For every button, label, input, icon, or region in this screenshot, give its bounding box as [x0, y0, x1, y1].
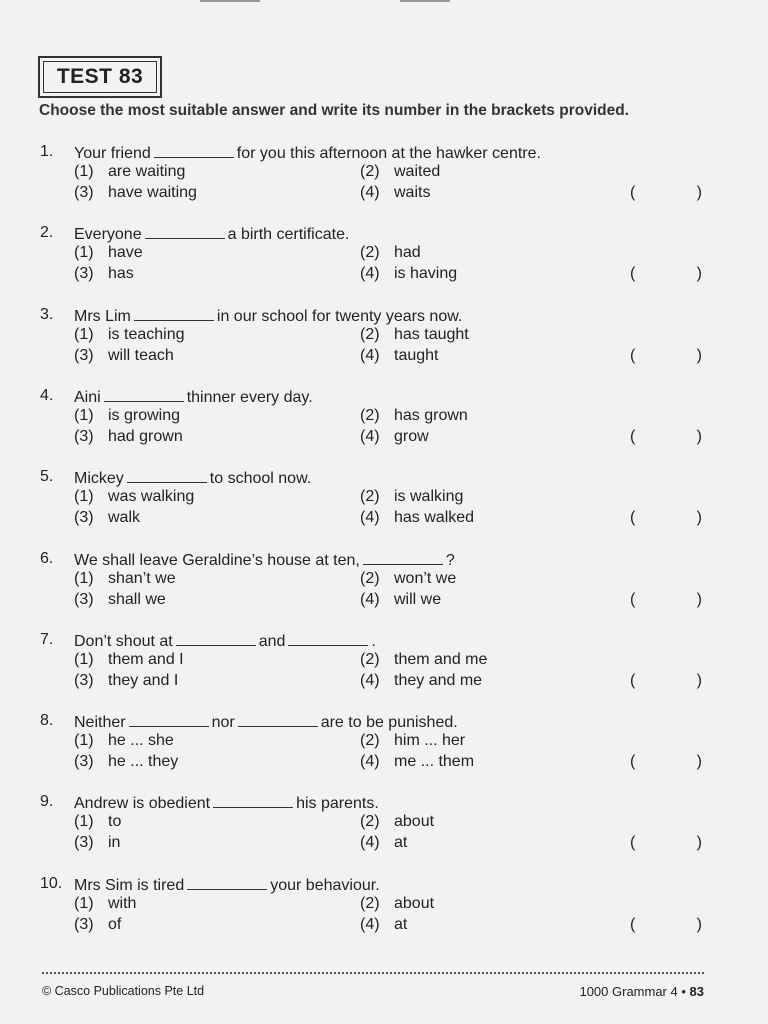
stem-text: Don’t shout at — [74, 633, 173, 650]
option-1 — [74, 895, 136, 913]
question-stem — [74, 875, 380, 895]
question-item — [0, 468, 768, 528]
option-3 — [74, 184, 197, 202]
option-text: of — [108, 916, 122, 933]
option-4 — [360, 916, 407, 934]
option-text: taught — [394, 347, 439, 364]
stem-text: a birth certificate. — [227, 226, 350, 243]
option-number: (2) — [360, 326, 380, 343]
bracket-close: ) — [696, 834, 702, 851]
bracket-close: ) — [696, 672, 702, 689]
bracket-open: ( — [630, 184, 636, 201]
stem-text: thinner every day. — [186, 389, 313, 406]
stem-text: your behaviour. — [270, 877, 380, 894]
option-number: (1) — [74, 163, 94, 180]
option-text: was walking — [108, 488, 195, 505]
stem-text: We shall leave Geraldine’s house at ten, — [74, 552, 360, 569]
option-number: (4) — [360, 347, 380, 364]
option-number: (2) — [360, 163, 380, 180]
option-text: they and me — [394, 672, 483, 689]
option-number: (1) — [74, 407, 94, 424]
option-text: have waiting — [108, 184, 197, 201]
option-text: he ... she — [108, 732, 174, 749]
answer-blank — [145, 224, 225, 239]
scan-edge-mark — [200, 0, 260, 2]
bracket-close: ) — [696, 753, 702, 770]
option-3 — [74, 509, 140, 527]
footer-divider — [42, 972, 704, 974]
stem-text: in our school for twenty years now. — [216, 308, 463, 325]
option-2 — [360, 732, 465, 750]
option-3 — [74, 347, 174, 365]
scan-edge-mark — [400, 0, 450, 2]
copyright-text: © Casco Publications Pte Ltd — [42, 984, 205, 998]
option-text: are waiting — [108, 163, 186, 180]
option-number: (1) — [74, 244, 94, 261]
option-1 — [74, 488, 194, 506]
option-text: is growing — [108, 407, 181, 424]
option-number: (3) — [74, 591, 94, 608]
question-number: 1. — [40, 143, 54, 160]
answer-blank — [187, 875, 267, 890]
option-4 — [360, 834, 407, 852]
question-number: 7. — [40, 631, 54, 648]
bracket-open: ( — [630, 428, 636, 445]
answer-blank — [154, 143, 234, 158]
question-stem — [74, 224, 349, 244]
stem-text: Aini — [74, 389, 101, 406]
option-text: about — [394, 813, 435, 830]
answer-blank — [134, 306, 214, 321]
option-number: (4) — [360, 916, 380, 933]
answer-bracket[interactable] — [630, 347, 702, 365]
bracket-open: ( — [630, 265, 636, 282]
instruction-text: Choose the most suitable answer and write its number in the brackets provided. — [39, 102, 629, 119]
option-number: (1) — [74, 732, 94, 749]
option-3 — [74, 916, 121, 934]
option-number: (4) — [360, 184, 380, 201]
question-item — [0, 793, 768, 853]
option-text: them and I — [108, 651, 184, 668]
question-stem — [74, 468, 311, 488]
option-4 — [360, 591, 441, 609]
bracket-close: ) — [696, 916, 702, 933]
option-2 — [360, 651, 487, 669]
answer-blank — [176, 631, 256, 646]
option-text: will we — [394, 591, 442, 608]
stem-text: Your friend — [74, 145, 151, 162]
answer-bracket[interactable] — [630, 265, 702, 283]
option-text: he ... they — [108, 753, 179, 770]
answer-blank — [104, 387, 184, 402]
bracket-close: ) — [696, 509, 702, 526]
option-text: has walked — [394, 509, 475, 526]
stem-text: Everyone — [74, 226, 142, 243]
stem-text: Mrs Sim is tired — [74, 877, 185, 894]
option-number: (1) — [74, 326, 94, 343]
option-4 — [360, 184, 430, 202]
question-number: 9. — [40, 793, 54, 810]
stem-text: Mrs Lim — [74, 308, 131, 325]
option-number: (4) — [360, 672, 380, 689]
bracket-open: ( — [630, 834, 636, 851]
option-text: won’t we — [394, 570, 457, 587]
test-title: TEST 83 — [43, 61, 157, 93]
question-item — [0, 712, 768, 772]
answer-blank — [213, 793, 293, 808]
stem-text: . — [371, 633, 376, 650]
bracket-close: ) — [696, 184, 702, 201]
option-text: to — [108, 813, 122, 830]
option-number: (1) — [74, 488, 94, 505]
option-2 — [360, 163, 440, 181]
answer-blank — [127, 468, 207, 483]
stem-text: nor — [211, 714, 235, 731]
option-text: grow — [394, 428, 429, 445]
answer-bracket[interactable] — [630, 184, 702, 202]
option-number: (1) — [74, 651, 94, 668]
option-4 — [360, 672, 482, 690]
question-stem — [74, 550, 455, 570]
option-1 — [74, 326, 185, 344]
question-stem — [74, 631, 376, 651]
option-1 — [74, 732, 174, 750]
option-number: (2) — [360, 488, 380, 505]
stem-text: are to be punished. — [320, 714, 458, 731]
option-text: had — [394, 244, 421, 261]
bracket-open: ( — [630, 672, 636, 689]
option-4 — [360, 428, 429, 446]
answer-bracket[interactable] — [630, 916, 702, 934]
option-2 — [360, 326, 469, 344]
option-number: (4) — [360, 753, 380, 770]
answer-bracket[interactable] — [630, 509, 702, 527]
stem-text: Neither — [74, 714, 126, 731]
option-number: (3) — [74, 916, 94, 933]
option-text: will teach — [108, 347, 174, 364]
bracket-open: ( — [630, 591, 636, 608]
option-text: shan’t we — [108, 570, 176, 587]
option-number: (3) — [74, 834, 94, 851]
option-4 — [360, 347, 438, 365]
question-stem — [74, 387, 313, 407]
option-number: (4) — [360, 509, 380, 526]
bracket-open: ( — [630, 509, 636, 526]
option-number: (3) — [74, 753, 94, 770]
option-text: at — [394, 834, 408, 851]
option-3 — [74, 265, 134, 283]
option-text: with — [108, 895, 137, 912]
bracket-close: ) — [696, 265, 702, 282]
option-number: (2) — [360, 732, 380, 749]
book-title: 1000 Grammar 4 • — [579, 984, 686, 999]
question-item — [0, 387, 768, 447]
option-4 — [360, 509, 474, 527]
question-stem — [74, 143, 541, 163]
option-text: is having — [394, 265, 458, 282]
option-text: in — [108, 834, 121, 851]
answer-blank — [363, 550, 443, 565]
stem-text: to school now. — [209, 470, 312, 487]
option-number: (1) — [74, 570, 94, 587]
answer-bracket[interactable] — [630, 591, 702, 609]
option-3 — [74, 672, 178, 690]
question-stem — [74, 793, 379, 813]
option-text: walk — [108, 509, 141, 526]
option-1 — [74, 407, 180, 425]
test-title-box — [38, 56, 162, 98]
option-2 — [360, 813, 434, 831]
stem-text: Mickey — [74, 470, 124, 487]
stem-text: his parents. — [296, 795, 379, 812]
option-text: has — [108, 265, 134, 282]
option-number: (3) — [74, 265, 94, 282]
option-text: them and me — [394, 651, 488, 668]
option-3 — [74, 591, 166, 609]
question-number: 2. — [40, 224, 54, 241]
answer-bracket[interactable] — [630, 428, 702, 446]
question-number: 5. — [40, 468, 54, 485]
option-1 — [74, 813, 121, 831]
stem-text: for you this afternoon at the hawker centre. — [236, 145, 541, 162]
question-item — [0, 631, 768, 691]
option-number: (3) — [74, 509, 94, 526]
option-text: about — [394, 895, 435, 912]
option-text: has taught — [394, 326, 469, 343]
option-number: (1) — [74, 813, 94, 830]
answer-bracket[interactable] — [630, 834, 702, 852]
question-number: 8. — [40, 712, 54, 729]
option-1 — [74, 244, 143, 262]
option-text: they and I — [108, 672, 179, 689]
option-text: waited — [394, 163, 441, 180]
question-item — [0, 143, 768, 203]
question-item — [0, 550, 768, 610]
stem-text: and — [258, 633, 286, 650]
bracket-open: ( — [630, 753, 636, 770]
question-number: 10. — [40, 875, 63, 892]
option-1 — [74, 163, 185, 181]
book-page-label — [579, 984, 704, 999]
option-number: (3) — [74, 672, 94, 689]
option-number: (3) — [74, 347, 94, 364]
option-2 — [360, 570, 456, 588]
answer-blank — [129, 712, 209, 727]
option-number: (2) — [360, 407, 380, 424]
option-number: (2) — [360, 244, 380, 261]
stem-text: Andrew is obedient — [74, 795, 211, 812]
bracket-open: ( — [630, 347, 636, 364]
option-number: (4) — [360, 428, 380, 445]
option-text: at — [394, 916, 408, 933]
option-number: (3) — [74, 184, 94, 201]
option-2 — [360, 488, 463, 506]
option-2 — [360, 244, 421, 262]
bracket-open: ( — [630, 916, 636, 933]
option-number: (4) — [360, 834, 380, 851]
page-number: 83 — [689, 984, 704, 999]
option-text: shall we — [108, 591, 166, 608]
option-2 — [360, 407, 468, 425]
option-number: (2) — [360, 813, 380, 830]
option-number: (2) — [360, 651, 380, 668]
option-number: (1) — [74, 895, 94, 912]
question-number: 4. — [40, 387, 54, 404]
question-number: 6. — [40, 550, 54, 567]
option-number: (3) — [74, 428, 94, 445]
bracket-close: ) — [696, 428, 702, 445]
option-number: (4) — [360, 591, 380, 608]
question-item — [0, 306, 768, 366]
option-text: have — [108, 244, 143, 261]
answer-blank — [288, 631, 368, 646]
bracket-close: ) — [696, 591, 702, 608]
answer-blank — [238, 712, 318, 727]
option-3 — [74, 753, 178, 771]
option-text: is walking — [394, 488, 464, 505]
option-text: has grown — [394, 407, 468, 424]
option-text: him ... her — [394, 732, 466, 749]
option-number: (2) — [360, 895, 380, 912]
option-text: is teaching — [108, 326, 185, 343]
option-4 — [360, 265, 457, 283]
option-1 — [74, 570, 176, 588]
option-number: (4) — [360, 265, 380, 282]
answer-bracket[interactable] — [630, 753, 702, 771]
question-item — [0, 224, 768, 284]
option-text: me ... them — [394, 753, 475, 770]
option-1 — [74, 651, 184, 669]
option-text: had grown — [108, 428, 183, 445]
option-text: waits — [394, 184, 431, 201]
option-3 — [74, 428, 183, 446]
option-2 — [360, 895, 434, 913]
option-3 — [74, 834, 120, 852]
stem-text: ? — [445, 552, 455, 569]
answer-bracket[interactable] — [630, 672, 702, 690]
bracket-close: ) — [696, 347, 702, 364]
question-number: 3. — [40, 306, 54, 323]
question-stem — [74, 306, 462, 326]
option-number: (2) — [360, 570, 380, 587]
option-4 — [360, 753, 474, 771]
question-stem — [74, 712, 458, 732]
question-item — [0, 875, 768, 935]
